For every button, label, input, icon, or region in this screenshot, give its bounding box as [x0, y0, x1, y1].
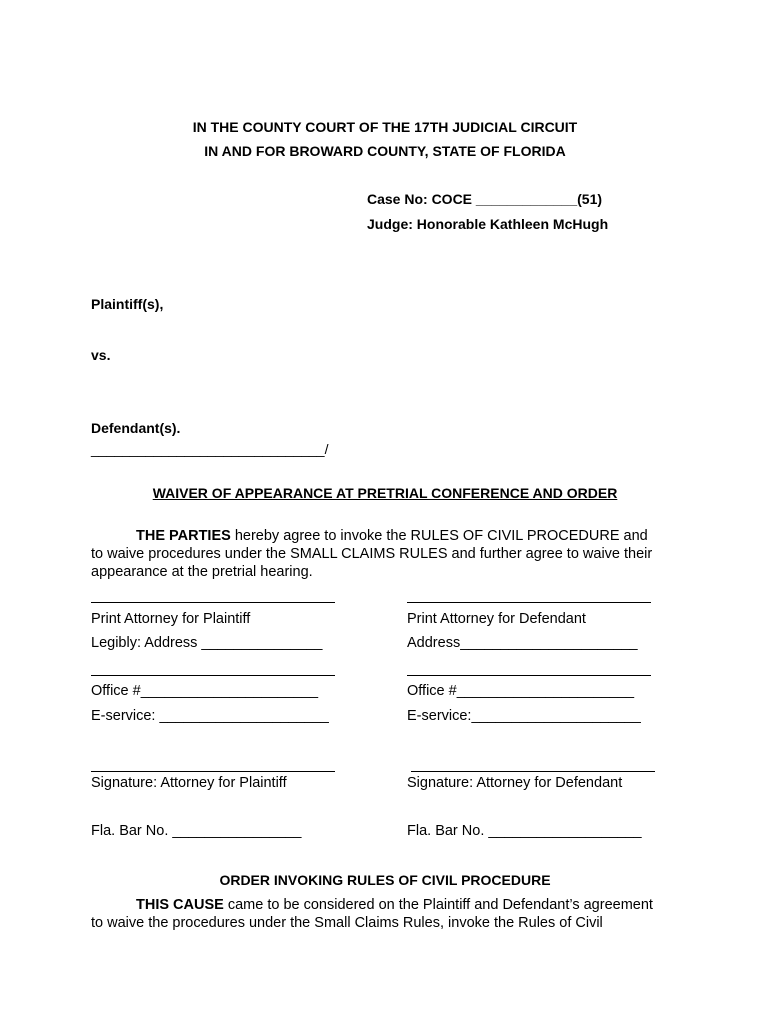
plaintiff-signature-label: Signature: Attorney for Plaintiff — [91, 775, 287, 791]
judge-name: Judge: Honorable Kathleen McHugh — [367, 216, 609, 232]
waiver-paragraph — [91, 527, 691, 581]
plaintiff-address: Legibly: Address _______________ — [91, 635, 323, 651]
waiver-title: WAIVER OF APPEARANCE AT PRETRIAL CONFERENCE AND ORDER — [152, 485, 618, 501]
plaintiff-signature-line — [91, 771, 335, 772]
defendant-signature-label: Signature: Attorney for Defendant — [407, 775, 623, 791]
order-lead: THIS CAUSE — [136, 897, 224, 913]
defendant-print-line — [407, 602, 651, 603]
vs-label: vs. — [91, 347, 111, 363]
defendant-print-label: Print Attorney for Defendant — [407, 611, 586, 627]
order-line1: came to be considered on the Plaintiff and Defendant’s agreement — [223, 897, 653, 913]
case-number: Case No: COCE _____________(51) — [367, 191, 603, 207]
defendant-signature-line — [411, 771, 655, 772]
plaintiff-address-line — [91, 675, 335, 676]
court-heading-line1: IN THE COUNTY COURT OF THE 17TH JUDICIAL CIRCUIT — [192, 119, 578, 135]
defendant-office: Office #______________________ — [407, 683, 635, 699]
order-title: ORDER INVOKING RULES OF CIVIL PROCEDURE — [219, 872, 551, 888]
waiver-line3: appearance at the pretrial hearing. — [91, 564, 313, 580]
plaintiff-office: Office #______________________ — [91, 683, 319, 699]
defendant-address: Address______________________ — [407, 635, 638, 651]
order-paragraph — [91, 896, 691, 932]
plaintiff-print-label: Print Attorney for Plaintiff — [91, 611, 251, 627]
defendant-bar-number: Fla. Bar No. ___________________ — [407, 823, 642, 839]
plaintiff-label: Plaintiff(s), — [91, 296, 164, 312]
plaintiff-eservice: E-service: _____________________ — [91, 708, 329, 724]
waiver-line2: to waive procedures under the SMALL CLAIMS RULES and further agree to waive their — [91, 546, 653, 562]
plaintiff-bar-number: Fla. Bar No. ________________ — [91, 823, 302, 839]
defendant-address-line — [407, 675, 651, 676]
waiver-line1: hereby agree to invoke the RULES OF CIVIL PROCEDURE and — [230, 528, 648, 544]
waiver-lead: THE PARTIES — [136, 528, 231, 544]
caption-underline: ______________________________/ — [91, 441, 329, 457]
plaintiff-print-line — [91, 602, 335, 603]
defendant-label: Defendant(s). — [91, 420, 181, 436]
order-line2: to waive the procedures under the Small Claims Rules, invoke the Rules of Civil — [91, 915, 603, 931]
court-heading-line2: IN AND FOR BROWARD COUNTY, STATE OF FLORIDA — [204, 143, 566, 159]
defendant-eservice: E-service:_____________________ — [407, 708, 641, 724]
